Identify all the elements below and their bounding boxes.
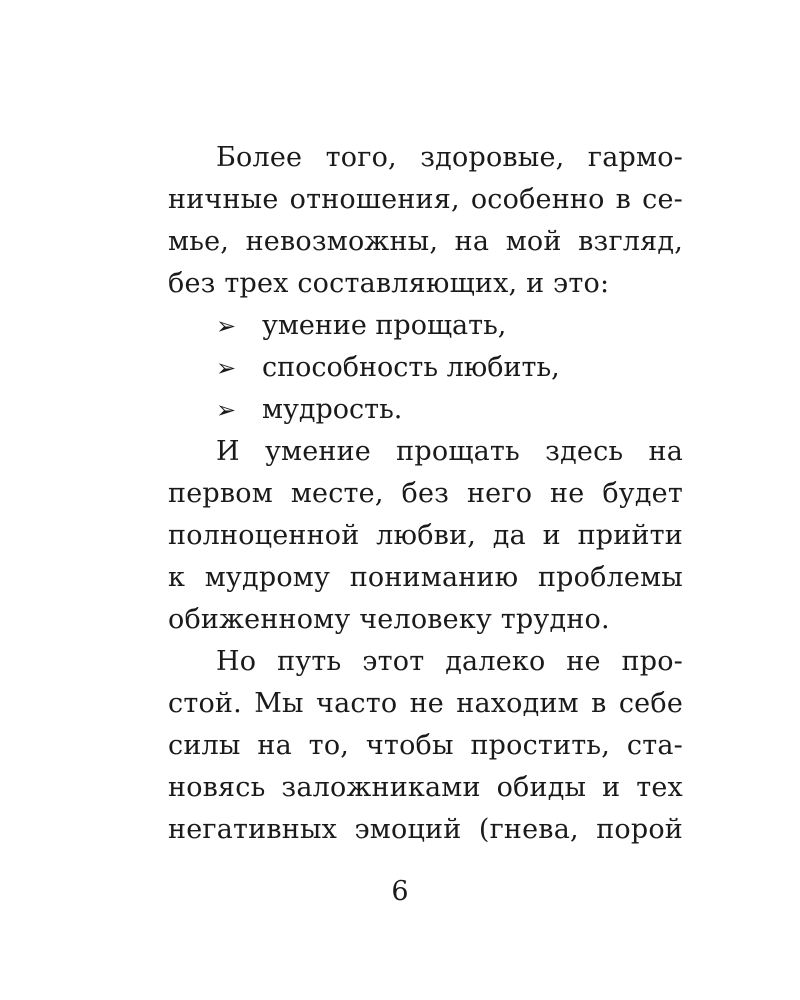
paragraph-2-line-5: обиженному человеку трудно. [168,604,610,635]
bullet-item-3 [216,389,402,431]
paragraph-3-line-5: негативных эмоций (гнева, порой [168,814,683,845]
paragraph-2-line-1: И умение прощать здесь на [216,436,683,467]
bullet-item-1 [216,305,506,347]
arrowhead-bullet-icon: ➢ [216,396,237,424]
arrowhead-bullet-icon: ➢ [216,312,237,340]
arrowhead-bullet-icon: ➢ [216,354,237,382]
bullet-item-2 [216,347,560,389]
paragraph-3-line-3: силы на то, чтобы простить, ста- [168,730,683,761]
paragraph-2-line-4: к мудрому пониманию проблемы [168,562,683,593]
paragraph-1-line-3: мье, невозможны, на мой взгляд, [168,226,683,257]
bullet-item-text: мудрость. [262,394,403,425]
paragraph-3-line-4: новясь заложниками обиды и тех [168,772,683,803]
paragraph-2-line-2: первом месте, без него не будет [168,478,683,509]
paragraph-1-line-4: без трех составляющих, и это: [168,268,610,299]
page-number: 6 [391,876,409,907]
bullet-item-text: умение прощать, [262,310,507,341]
paragraph-3-line-1: Но путь этот далеко не про- [216,646,683,677]
paragraph-3-line-2: стой. Мы часто не находим в себе [168,688,683,719]
paragraph-1-line-2: ничные отношения, особенно в се- [168,184,683,215]
paragraph-1-line-1: Более того, здоровые, гармо- [216,142,683,173]
bullet-item-text: способность любить, [262,352,560,383]
paragraph-2-line-3: полноценной любви, да и прийти [168,520,683,551]
